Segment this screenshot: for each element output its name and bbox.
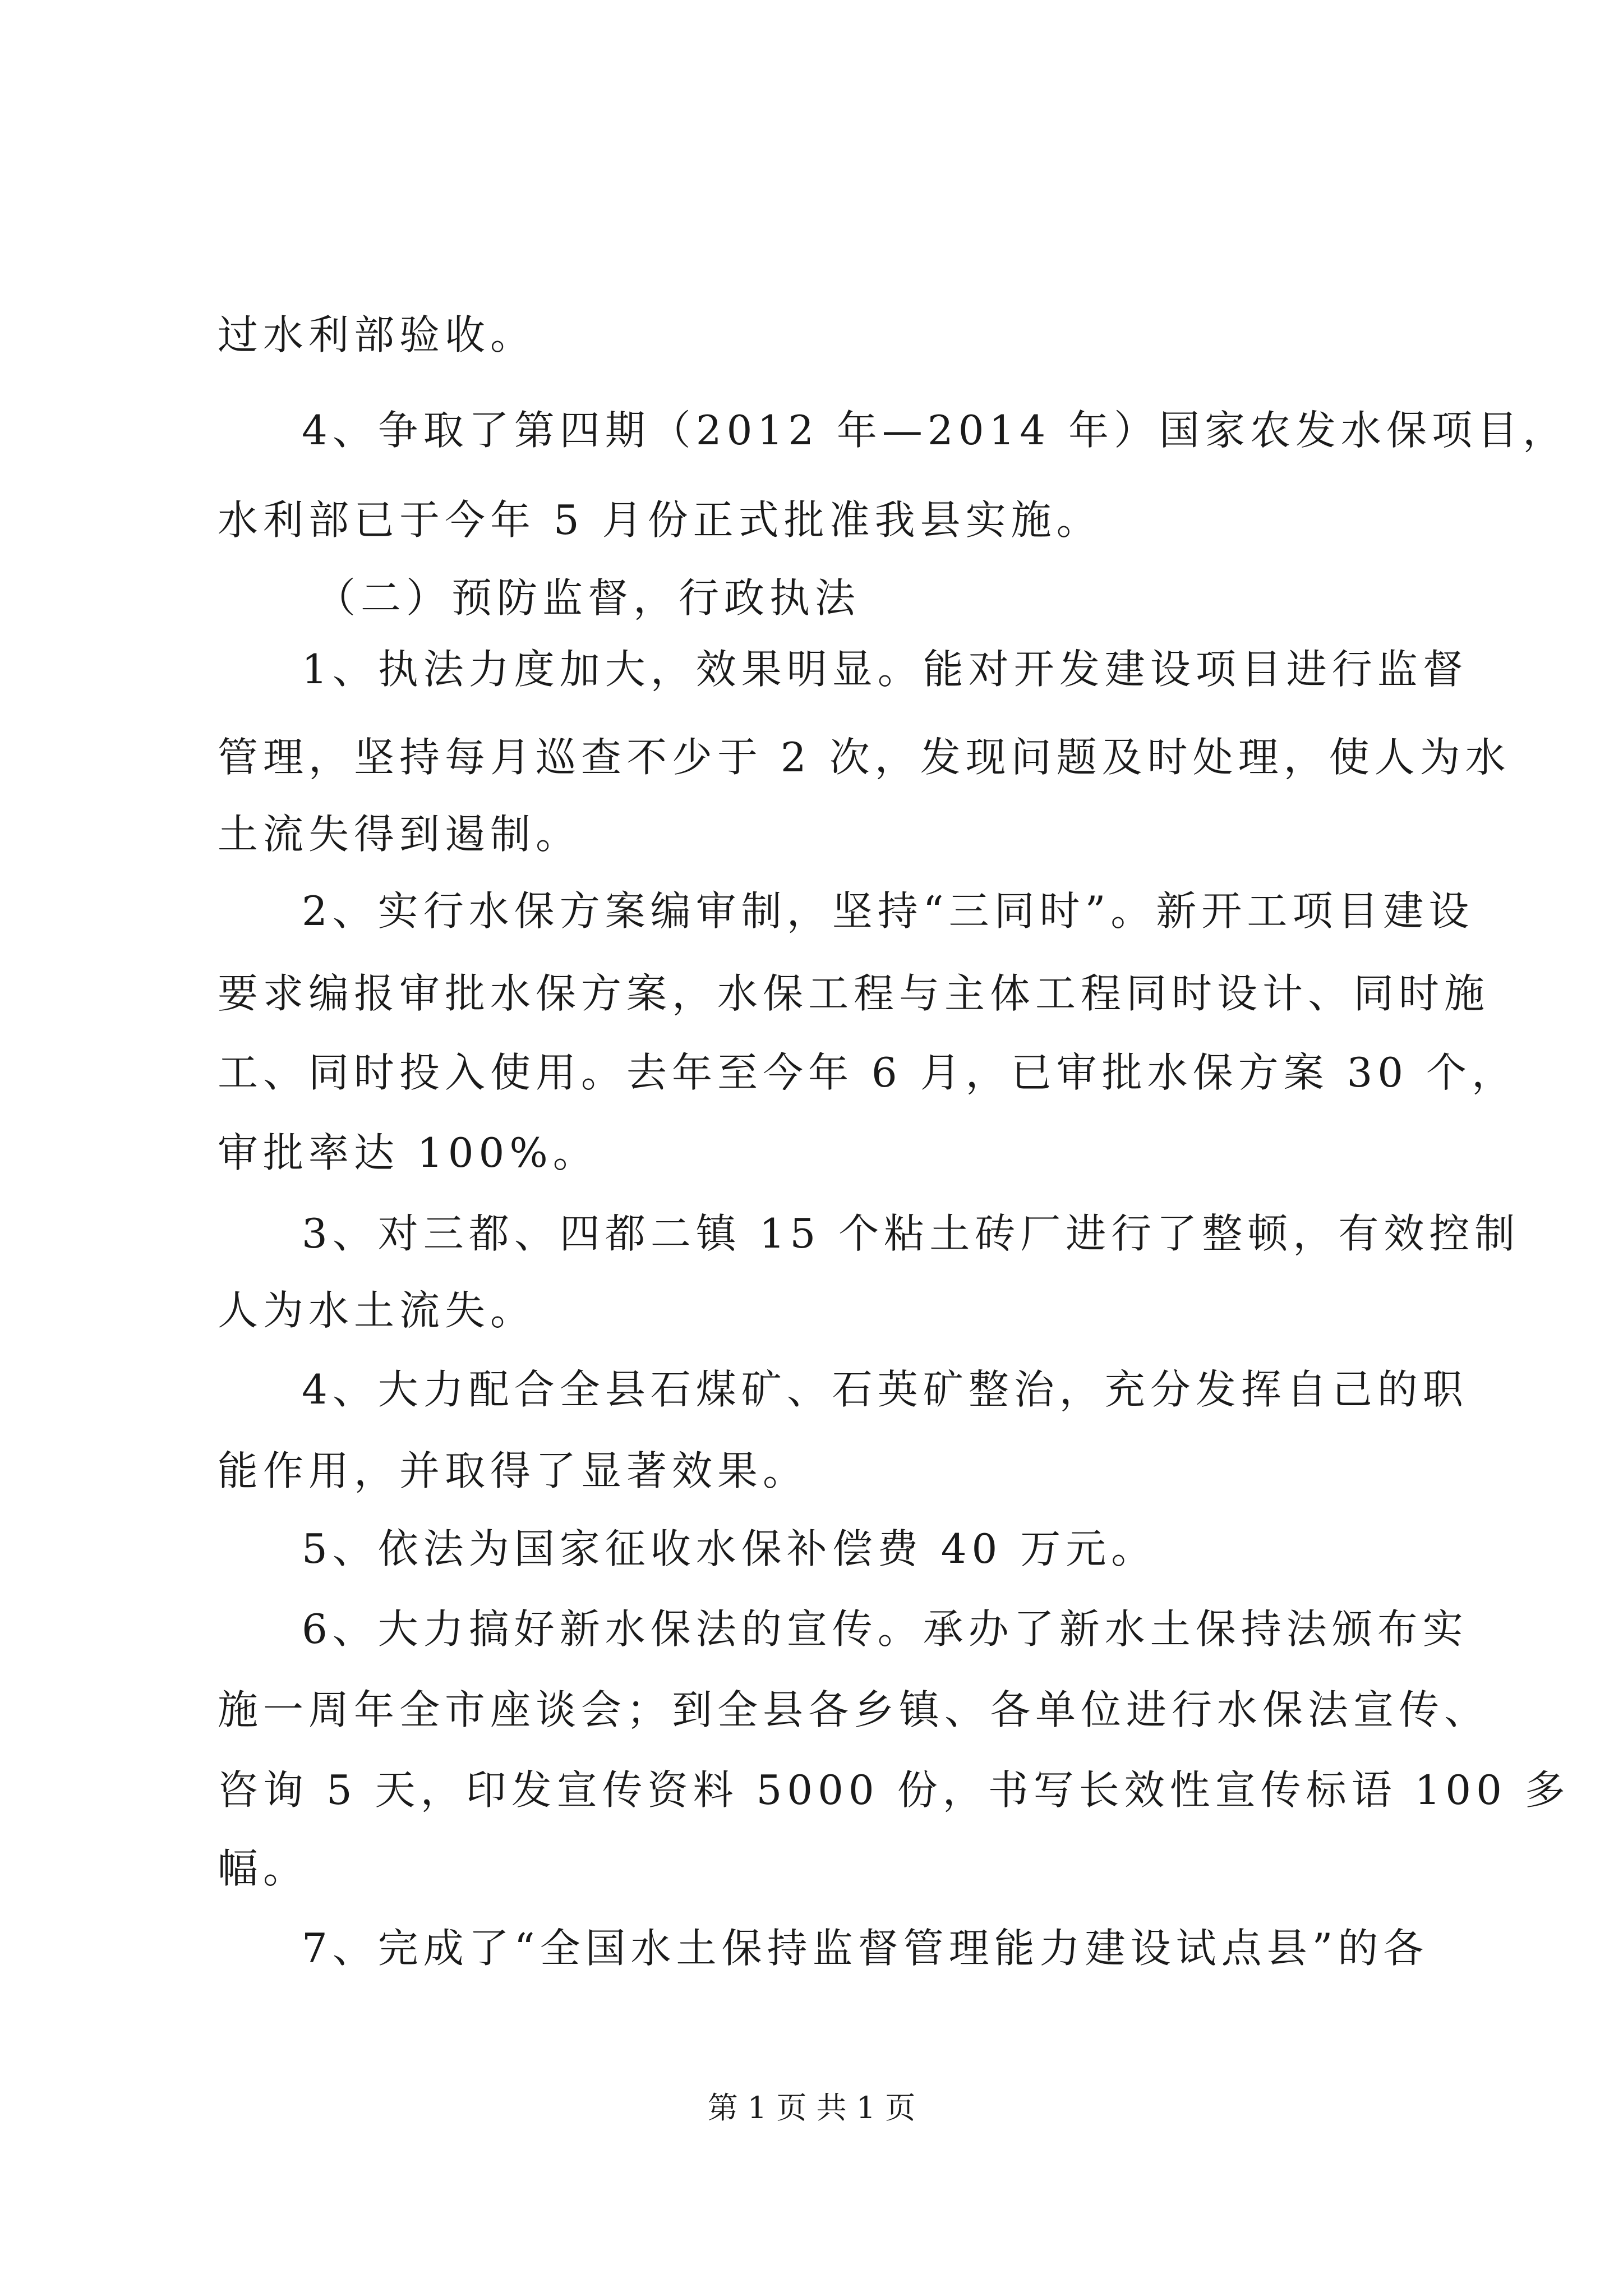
text-line: 4、大力配合全县石煤矿、石英矿整治，充分发挥自己的职	[302, 1366, 1468, 1413]
text-line: 要求编报审批水保方案，水保工程与主体工程同时设计、同时施	[218, 970, 1490, 1017]
text-line: 5、依法为国家征收水保补偿费 40 万元。	[302, 1525, 1157, 1572]
text-line: 水利部已于今年 5 月份正式批准我县实施。	[218, 496, 1102, 544]
text-line: 施一周年全市座谈会；到全县各乡镇、各单位进行水保法宣传、	[218, 1686, 1490, 1733]
text-line: 能作用，并取得了显著效果。	[218, 1447, 809, 1494]
text-line: 管理，坚持每月巡查不少于 2 次，发现问题及时处理，使人为水	[218, 734, 1511, 781]
text-line: 7、完成了“全国水土保持监督管理能力建设试点县”的各	[302, 1925, 1429, 1972]
text-line: 4、争取了第四期（2012 年—2014 年）国家农发水保项目，	[302, 407, 1569, 454]
text-line: 土流失得到遏制。	[218, 811, 582, 858]
text-line: 咨询 5 天，印发宣传资料 5000 份，书写长效性宣传标语 100 多	[218, 1766, 1570, 1814]
text-line: 3、对三都、四都二镇 15 个粘土砖厂进行了整顿，有效控制	[302, 1210, 1520, 1257]
text-line: 人为水土流失。	[218, 1287, 536, 1334]
text-line: 幅。	[218, 1845, 309, 1892]
text-line: 6、大力搞好新水保法的宣传。承办了新水土保持法颁布实	[302, 1605, 1468, 1653]
page-number-footer: 第 1 页 共 1 页	[707, 2090, 916, 2125]
text-line: 2、实行水保方案编审制，坚持“三同时”。新开工项目建设	[302, 887, 1474, 935]
text-line: 1、执法力度加大，效果明显。能对开发建设项目进行监督	[302, 646, 1468, 693]
text-line: 过水利部验收。	[218, 311, 536, 358]
section-heading: （二）预防监督，行政执法	[315, 574, 861, 622]
text-line: 审批率达 100%。	[218, 1129, 598, 1176]
text-line: 工、同时投入使用。去年至今年 6 月，已审批水保方案 30 个，	[218, 1049, 1517, 1096]
